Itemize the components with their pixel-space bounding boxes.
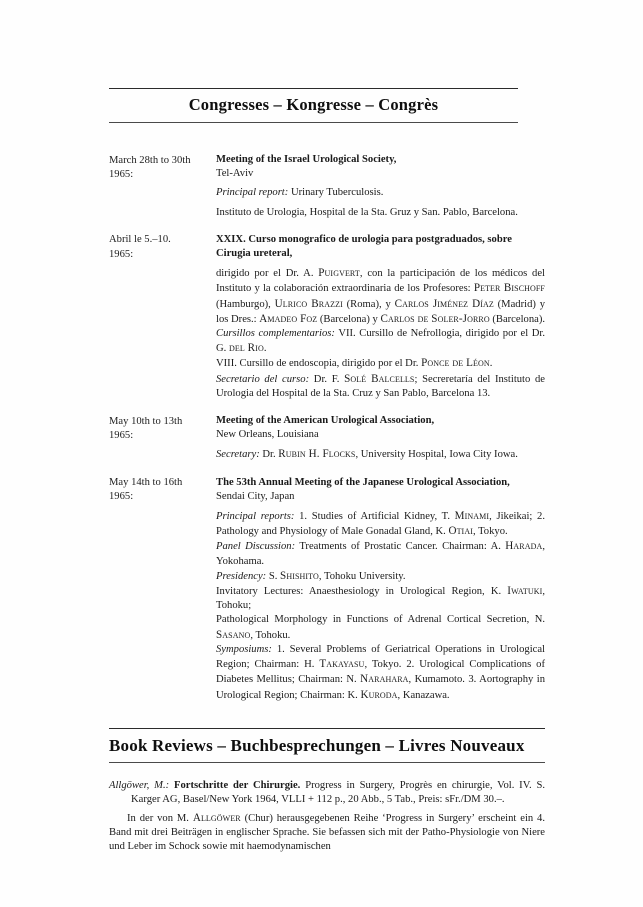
entry-date	[109, 414, 216, 443]
book-reviews-section	[109, 728, 545, 855]
entry-paragraph: Panel Discussion: Treatments of Prostatic Cancer. Chairman: A. Harada, Yokohama.	[216, 540, 545, 567]
entry-paragraph: Invitatory Lectures: Anaesthesiology in Urological Region, K. Iwatuki, Tohoku;	[216, 585, 545, 612]
entry-body	[216, 153, 545, 220]
entry-date	[109, 153, 216, 182]
entry-date-line-1: May 10th to 13th	[109, 415, 183, 427]
congress-entry	[109, 414, 545, 463]
congresses-banner	[109, 88, 545, 123]
book-review-body	[109, 811, 545, 855]
entry-paragraph: Symposiums: 1. Several Problems of Geriatrical Operations in Urological Region; Chairman: H. Takayasu, Tokyo. 2. Urological Complications of Diabetes Mellitus; Chairman: N. Narahara, Kumamoto. 3. Aortography in Urological Region; Chairman: K. Kuroda, Kanazawa.	[216, 643, 546, 701]
entry-date	[109, 476, 216, 505]
entry-body	[216, 414, 545, 463]
book-reviews-banner	[109, 728, 545, 763]
entry-location: Tel-Aviv	[216, 168, 254, 180]
entry-paragraph: Instituto de Urologia, Hospital de la Sta. Gruz y San. Pablo, Barcelona.	[216, 206, 518, 218]
entry-location: New Orleans, Louisiana	[216, 429, 319, 441]
entry-body	[216, 233, 545, 401]
entry-date-line-2: 1965:	[109, 491, 134, 503]
book-review-details: Progress in Surgery, Progrès en chirurgie, Vol. IV. S. Karger AG, Basel/New York 1964, VLLI + 112 p., 20 Abb., 5 Tab., Preis: sFr./DM 30.–.	[131, 779, 546, 806]
entry-date-line-1: Abril le 5.–10.	[109, 234, 171, 246]
entry-paragraph: Presidency: S. Shishito, Tohoku University.	[216, 569, 406, 582]
congresses-rule-bottom	[109, 122, 518, 123]
congress-entry-list	[109, 153, 545, 703]
entry-paragraph: dirigido por el Dr. A. Puigvert, con la participación de los médicos del Instituto y la colaboración extraordinaria de los Profesores: Peter Bischoff (Hamburgo), Ulrico Brazzi (Roma), y Carlos Jiménez Díaz (Madrid) y los Dres.: Amadeo Foz (Barcelona) y Carlos de Soler-Jorro (Barcelona).	[216, 267, 545, 325]
entry-paragraph: Secretary: Dr. Rubin H. Flocks, University Hospital, Iowa City Iowa.	[216, 448, 518, 461]
congresses-heading: Congresses – Kongresse – Congrès	[188, 95, 439, 114]
entry-paragraph: Cursillos complementarios: VII. Cursillo de Nefrollogia, dirigido por el Dr. G. del Rio.	[216, 328, 545, 355]
entry-date-line-2: 1965:	[109, 168, 134, 180]
congress-entry	[109, 233, 545, 401]
congress-entry	[109, 153, 545, 220]
book-review-body-text: In der von M. Allgöwer (Chur) herausgegebenen Reihe ‘Progress in Surgery’ erscheint ein 4. Band mit drei Beiträgen in englischer Sprache. Sie befassen sich mit der Patho-Physiologie von Niere und Leber im Schock sowie mit haemodynamischen	[109, 811, 546, 853]
entry-paragraph: Pathological Morphology in Functions of Adrenal Cortical Secretion, N. Sasano, Tohoku.	[216, 614, 545, 641]
entry-title: Meeting of the American Urological Association,	[216, 415, 435, 427]
entry-location: Sendai City, Japan	[216, 490, 295, 502]
entry-date-line-2: 1965:	[109, 429, 134, 441]
congress-entry	[109, 476, 545, 703]
book-review-title: Fortschritte der Chirurgie.	[174, 779, 301, 791]
book-reviews-heading: Book Reviews – Buchbesprechungen – Livres Nouveaux	[109, 735, 525, 755]
book-review-author: Allgöwer, M.:	[109, 779, 170, 791]
book-review-item	[109, 779, 545, 808]
entry-title: XXIX. Curso monografico de urologia para postgraduados, sobre Cirugia ureteral,	[216, 233, 512, 260]
entry-paragraph: Principal reports: 1. Studies of Artificial Kidney, T. Minami, Jikeikai; 2. Pathology and Physiology of Male Gonadal Gland, K. Otiai, Tokyo.	[216, 510, 545, 538]
entry-paragraph: VIII. Cursillo de endoscopia, dirigido por el Dr. Ponce de Léon.	[216, 357, 493, 370]
entry-date	[109, 233, 216, 262]
entry-title: The 53th Annual Meeting of the Japanese Urological Association,	[216, 476, 510, 488]
entry-body	[216, 476, 545, 703]
entry-paragraph: Secretario del curso: Dr. F. Solé Balcells; Secreretaría del Instituto de Urologia del Hospital de la Sta. Cruz y San Pablo, Barcelona 13.	[216, 372, 545, 399]
entry-date-line-1: May 14th to 16th	[109, 477, 183, 489]
entry-paragraph: Principal report: Urinary Tuberculosis.	[216, 187, 384, 199]
entry-date-line-2: 1965:	[109, 248, 134, 260]
page-content	[109, 88, 545, 855]
entry-date-line-1: March 28th to 30th	[109, 154, 191, 166]
entry-title: Meeting of the Israel Urological Society,	[216, 154, 397, 165]
